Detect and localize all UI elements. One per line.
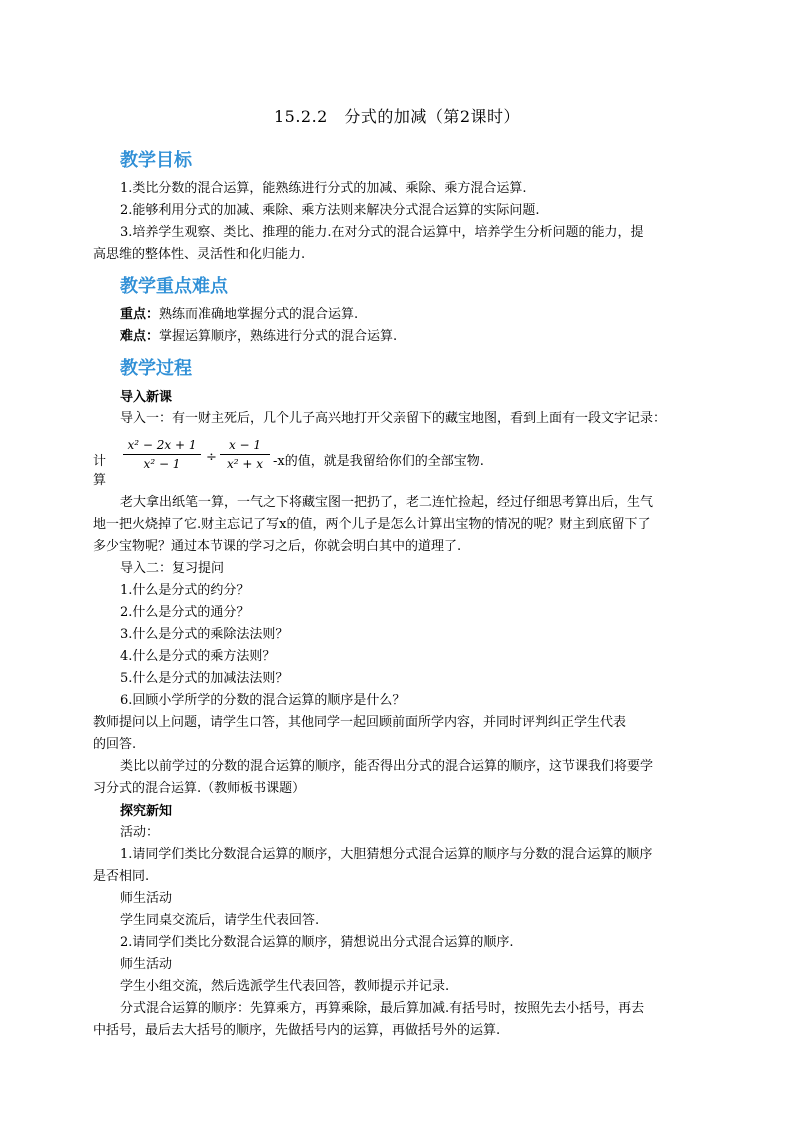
difficulty-text: 掌握运算顺序，熟练进行分式的混合运算. [159,329,398,344]
fraction-2-denominator: x² + x [226,457,264,471]
teacher-student-2-text: 学生小组交流，然后选派学生代表回答，教师提示并记录. [120,979,450,994]
question-6: 6.回顾小学所学的分数的混合运算的顺序是什么？ [120,693,406,708]
formula-suffix: -x的值，就是我留给你们的全部宝物. [273,454,484,469]
intro-heading: 导入新课 [120,390,173,405]
fraction-1 [123,438,201,471]
goal-item-1: 1.类比分数的混合运算，能熟练进行分式的加减、乘除、乘方混合运算. [120,181,527,196]
fraction-2-bar [220,454,270,455]
difficulty-line [120,326,397,347]
page-title: 15.2.2 分式的加减（第2课时） [273,107,521,126]
intro-two: 导入二：复习提问 [120,561,225,576]
section-heading-goals: 教学目标 [120,150,192,171]
question-5: 5.什么是分式的加减法法则？ [120,671,289,686]
focus-line [120,304,358,325]
activity-2: 2.请同学们类比分数混合运算的顺序，猜想说出分式混合运算的顺序. [120,935,514,950]
intro-one: 导入一：有一财主死后，几个儿子高兴地打开父亲留下的藏宝地图，看到上面有一段文字记录： [120,411,667,426]
fraction-1-numerator: x² − 2x + 1 [127,438,197,452]
activity-1-line-2: 是否相同. [93,869,150,884]
order-line-1: 分式混合运算的顺序：先算乘方，再算乘除，最后算加减.有括号时，按照先去小括号，再去 [120,1001,645,1016]
focus-text: 熟练而准确地掌握分式的混合运算. [159,307,359,322]
teacher-student-1: 师生活动 [120,891,173,906]
analogy-line-2: 习分式的混合运算.（教师板书课题） [93,781,306,796]
order-line-2: 中括号，最后去大括号的顺序，先做括号内的运算，再做括号外的运算. [93,1023,501,1038]
goal-item-2: 2.能够利用分式的加减、乘除、乘方法则来解决分式混合运算的实际问题. [120,203,540,218]
story-line-1: 老大拿出纸笔一算，一气之下将藏宝图一把扔了，老二连忙捡起，经过仔细思考算出后，生气 [120,495,654,510]
activity-1-line-1: 1.请同学们类比分数混合运算的顺序，大胆猜想分式混合运算的顺序与分数的混合运算的顺序 [120,847,653,862]
focus-label: 重点： [120,307,160,322]
question-4: 4.什么是分式的乘方法则？ [120,649,276,664]
question-2: 2.什么是分式的通分？ [120,605,250,620]
fraction-2-numerator: x − 1 [228,438,262,452]
goal-item-3: 3.培养学生观察、类比、推理的能力.在对分式的混合运算中，培养学生分析问题的能力，提 [120,225,644,240]
story-line-3: 多少宝物呢？通过本节课的学习之后，你就会明白其中的道理了. [93,539,462,554]
section-heading-process: 教学过程 [120,358,192,379]
activity-label: 活动： [120,825,160,840]
analogy-line-1: 类比以前学过的分数的混合运算的顺序，能否得出分式的混合运算的顺序，这节课我们将要学 [120,759,654,774]
formula-prefix: 计算 [93,454,107,488]
division-sign: ÷ [206,450,217,465]
question-1: 1.什么是分式的约分？ [120,583,250,598]
section-heading-key: 教学重点难点 [120,276,228,297]
story-line-2: 地一把火烧掉了它.财主忘记了写x的值，两个儿子是怎么计算出宝物的情况的呢？财主到底留下了 [93,517,651,532]
teacher-ask-line-2: 的回答. [93,737,137,752]
goal-item-3-cont: 高思维的整体性、灵活性和化归能力. [93,247,306,262]
explore-heading: 探究新知 [120,804,173,819]
fraction-1-denominator: x² − 1 [143,457,181,471]
difficulty-label: 难点： [120,329,160,344]
fraction-1-bar [123,454,201,455]
teacher-student-1-text: 学生同桌交流后，请学生代表回答. [120,913,320,928]
teacher-student-2: 师生活动 [120,957,173,972]
fraction-2 [220,438,270,471]
teacher-ask-line-1: 教师提问以上问题，请学生口答，其他同学一起回顾前面所学内容，并同时评判纠正学生代表 [93,715,627,730]
question-3: 3.什么是分式的乘除法法则？ [120,627,289,642]
